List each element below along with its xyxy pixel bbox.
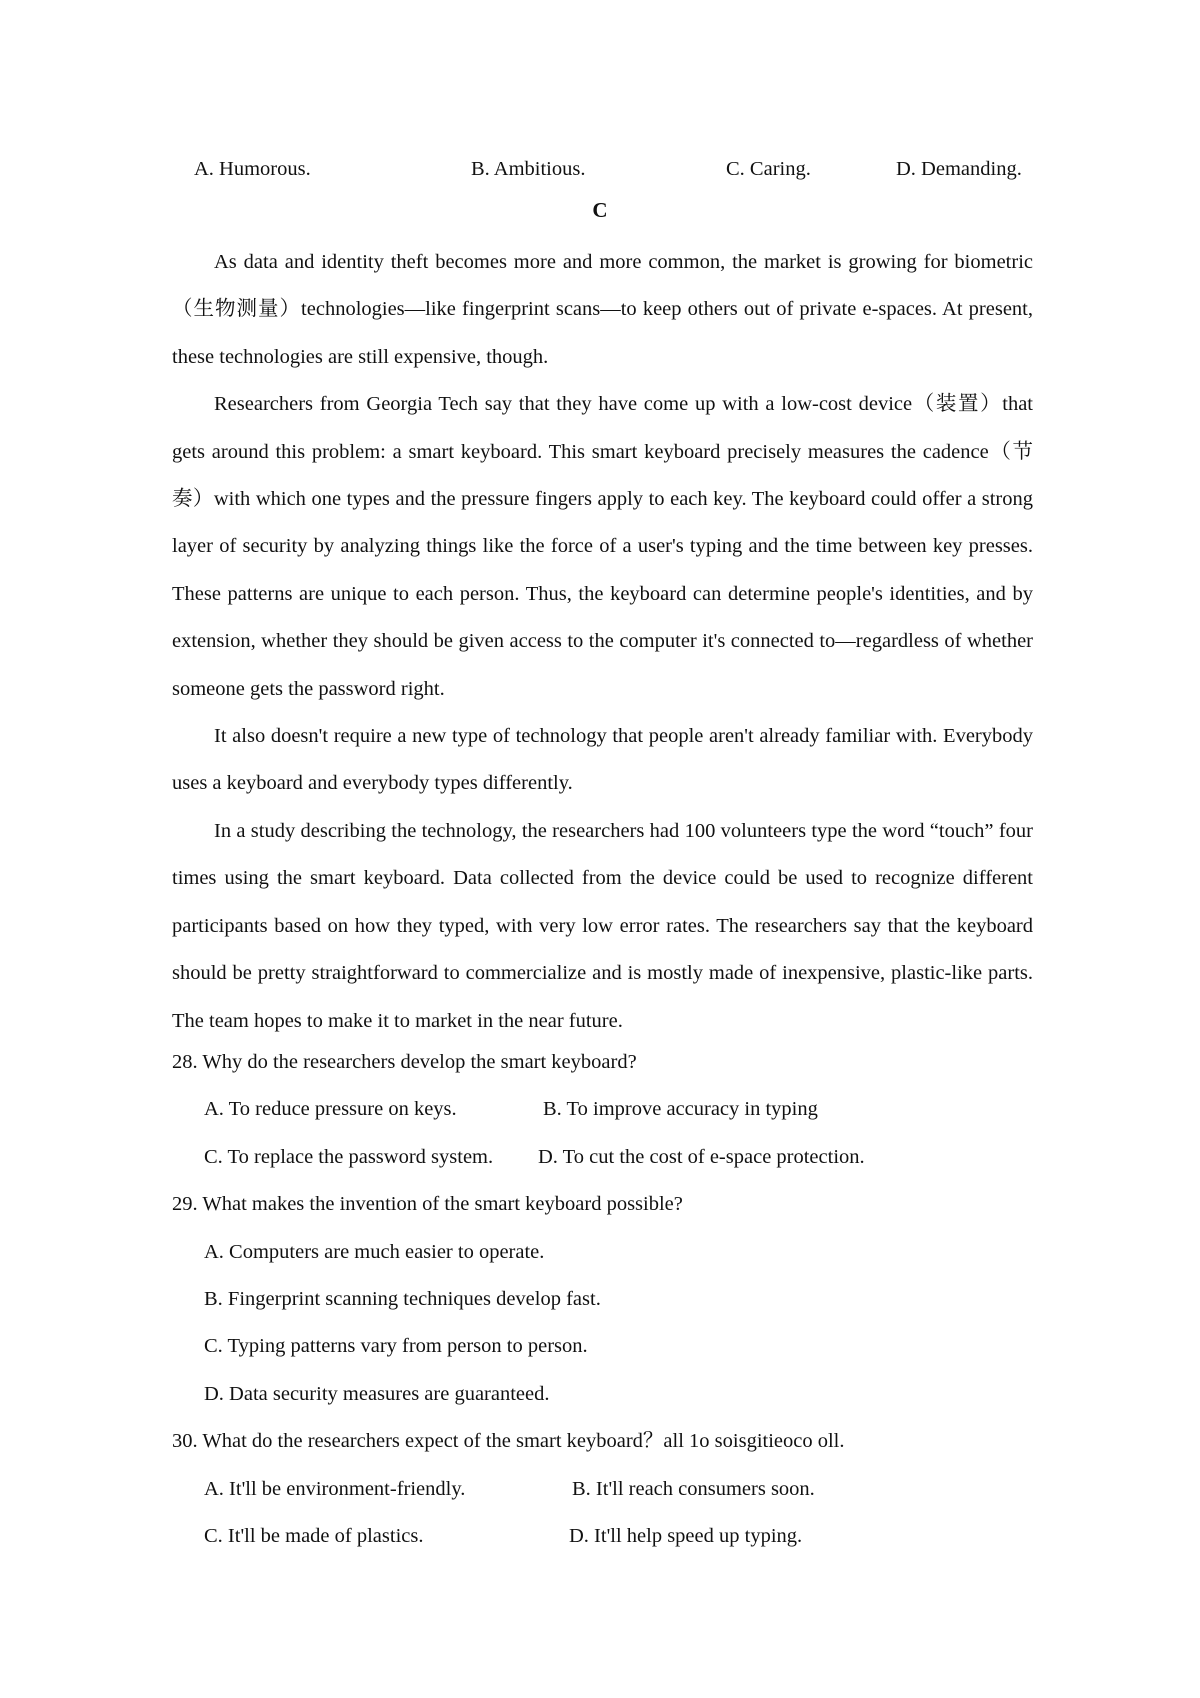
question-30-option-b: B. It'll reach consumers soon.	[572, 1477, 815, 1500]
previous-question-options	[0, 158, 1200, 188]
question-28-option-d: D. To cut the cost of e-space protection.	[538, 1145, 865, 1168]
question-30-options-row-2	[172, 1513, 1072, 1560]
question-28-option-c: C. To replace the password system.	[204, 1145, 494, 1168]
prev-option-b: B. Ambitious.	[471, 158, 586, 180]
question-28-options-row-2	[172, 1134, 1072, 1181]
question-29-stem: 29. What makes the invention of the smart keyboard possible?	[172, 1193, 683, 1216]
question-30-option-c: C. It'll be made of plastics.	[204, 1524, 424, 1547]
question-29-option-a: A. Computers are much easier to operate.	[204, 1240, 545, 1263]
question-29-option-c: C. Typing patterns vary from person to person.	[204, 1335, 588, 1358]
reading-passage	[172, 239, 1033, 1045]
prev-option-a: A. Humorous.	[194, 158, 311, 180]
question-28-option-b: B. To improve accuracy in typing	[543, 1098, 818, 1121]
passage-paragraph-1: As data and identity theft becomes more and more common, the market is growing for biometric（生物测量）technologies—like fingerprint scans—to keep others out of private e-spaces. At present, these technologies are still expensive, though.	[172, 251, 1033, 368]
question-30-option-a: A. It'll be environment-friendly.	[204, 1477, 466, 1500]
passage-paragraph-4: In a study describing the technology, the researchers had 100 volunteers type the word “touch” four times using the smart keyboard. Data collected from the device could be used to recognize different participants based on how they typed, with very low error rates. The researchers say that the keyboard should be pretty straightforward to commercialize and is mostly made of inexpensive, plastic-like parts. The team hopes to make it to market in the near future.	[172, 819, 1033, 1032]
section-heading: C	[592, 198, 608, 222]
prev-option-d: D. Demanding.	[896, 158, 1022, 180]
question-29-option-d: D. Data security measures are guaranteed.	[204, 1382, 550, 1405]
passage-paragraph-3: It also doesn't require a new type of technology that people aren't already familiar with. Everybody uses a keyboard and everybody types differently.	[172, 725, 1033, 795]
question-30-options-row-1	[172, 1466, 1072, 1513]
question-28-stem: 28. Why do the researchers develop the smart keyboard?	[172, 1051, 637, 1073]
question-list	[172, 1039, 1072, 1560]
question-29-option-b: B. Fingerprint scanning techniques develop fast.	[204, 1287, 601, 1310]
prev-option-c: C. Caring.	[726, 158, 811, 180]
question-30-stem: 30. What do the researchers expect of the smart keyboard？all 1o soisgitieoco oll.	[172, 1430, 845, 1453]
question-30-option-d: D. It'll help speed up typing.	[569, 1524, 803, 1547]
question-28-options-row-1	[172, 1086, 1072, 1133]
passage-paragraph-2: Researchers from Georgia Tech say that they have come up with a low-cost device（装置）that gets around this problem: a smart keyboard. This smart keyboard precisely measures the cadence（节奏）with which one types and the pressure fingers apply to each key. The keyboard could offer a strong layer of security by analyzing things like the force of a user's typing and the time between key presses. These patterns are unique to each person. Thus, the keyboard can determine people's identities, and by extension, whether they should be given access to the computer it's connected to—regardless of whether someone gets the password right.	[172, 393, 1033, 700]
question-28-option-a: A. To reduce pressure on keys.	[204, 1098, 457, 1121]
